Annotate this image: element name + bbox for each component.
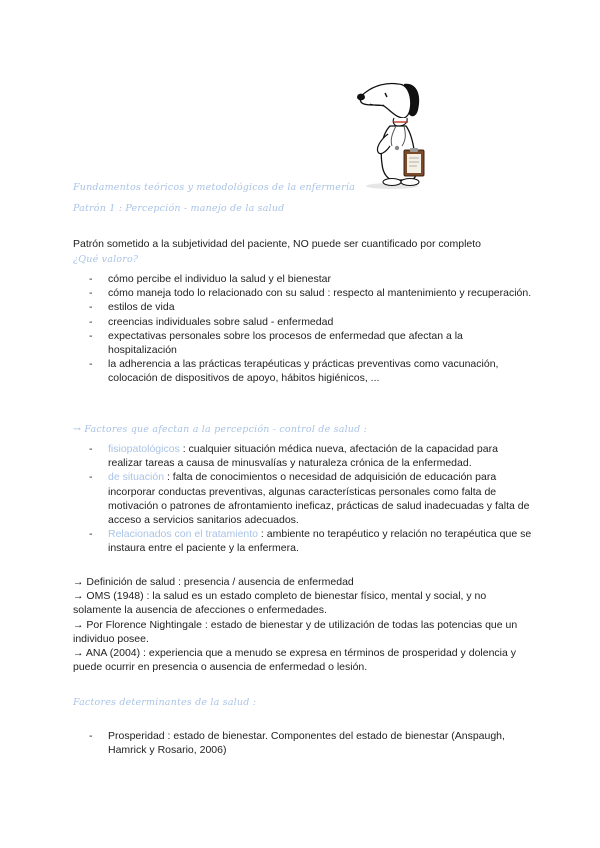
intro-text: Patrón sometido a la subjetividad del paciente, NO puede ser cuantificado por completo: [73, 238, 481, 250]
factor-description: : ambiente no terapéutico y relación no terapéutica que se instaura entre el paciente y la enfermera.: [108, 528, 532, 555]
factor-term: fisiopatológicos: [108, 443, 180, 455]
document-title: Fundamentos teóricos y metodológicos de la enfermería: [73, 182, 355, 193]
factores-heading: → Factores que afectan a la percepción - control de salud :: [73, 424, 368, 435]
list-item: [73, 470, 533, 527]
valorar-list: [73, 272, 533, 386]
definition-paragraph: → ANA (2004) : experiencia que a menudo se expresa en términos de prosperidad y dolencia y puede ocurrir en presencia o ausencia de enfermedad o lesión.: [73, 647, 517, 674]
factores-list: [73, 442, 533, 556]
determinantes-heading: Factores determinantes de la salud :: [73, 697, 257, 708]
factor-term: Relacionados con el tratamiento: [108, 528, 259, 541]
pattern-heading: Patrón 1 : Percepción - manejo de la salud: [73, 203, 285, 214]
valorar-list-container: [73, 272, 533, 386]
factor-description: : cualquier situación médica nueva, afectación de la capacidad para realizar tareas a causa de minusvalías y naturaleza crónica de la enfermedad.: [108, 443, 498, 470]
definition-paragraph: → OMS (1948) : la salud es un estado completo de bienestar físico, mental y social, y no solamente la ausencia de afecciones o enfermedades.: [73, 590, 487, 617]
definition-paragraph: → Por Florence Nightingale : estado de bienestar y de utilización de todas las potencias que un individuo posee.: [73, 618, 518, 645]
factor-description: : falta de conocimientos o necesidad de adquisición de educación para incorporar conductas preventivas, algunas características personales como falta de motivación o patrones de afrontamiento ineficaz, prácticas de salud inadecuadas y falta de acceso a servicios sanitarios adecuados.: [108, 471, 530, 527]
definitions-block: [73, 575, 533, 674]
factor-term: de situación: [108, 471, 165, 484]
list-item: - cómo percibe el individuo la salud y el bienestar: [73, 272, 533, 286]
list-item: [73, 527, 533, 555]
list-item: - estilos de vida: [73, 300, 533, 314]
list-item: [73, 442, 533, 470]
list-item: - cómo maneja todo lo relacionado con su salud : respecto al mantenimiento y recuperación.: [73, 286, 533, 300]
determinantes-list: [73, 729, 533, 757]
list-item: - Prosperidad : estado de bienestar. Componentes del estado de bienestar (Anspaugh, Hamrick y Rosario, 2006): [73, 729, 533, 757]
factores-list-container: [73, 442, 533, 556]
list-item: - la adherencia a las prácticas terapéuticas y prácticas preventivas como vacunación, colocación de dispositivos de apoyo, hábitos higiénicos, ...: [73, 357, 533, 385]
list-item: - expectativas personales sobre los procesos de enfermedad que afectan a la hospitalización: [73, 329, 533, 357]
dog-illustration: [352, 78, 432, 190]
determinantes-list-container: [73, 729, 533, 757]
list-item: - creencias individuales sobre salud - enfermedad: [73, 315, 533, 329]
definition-paragraph: → Definición de salud : presencia / ausencia de enfermedad: [73, 576, 354, 588]
valorar-heading: ¿Qué valoro?: [73, 254, 139, 265]
